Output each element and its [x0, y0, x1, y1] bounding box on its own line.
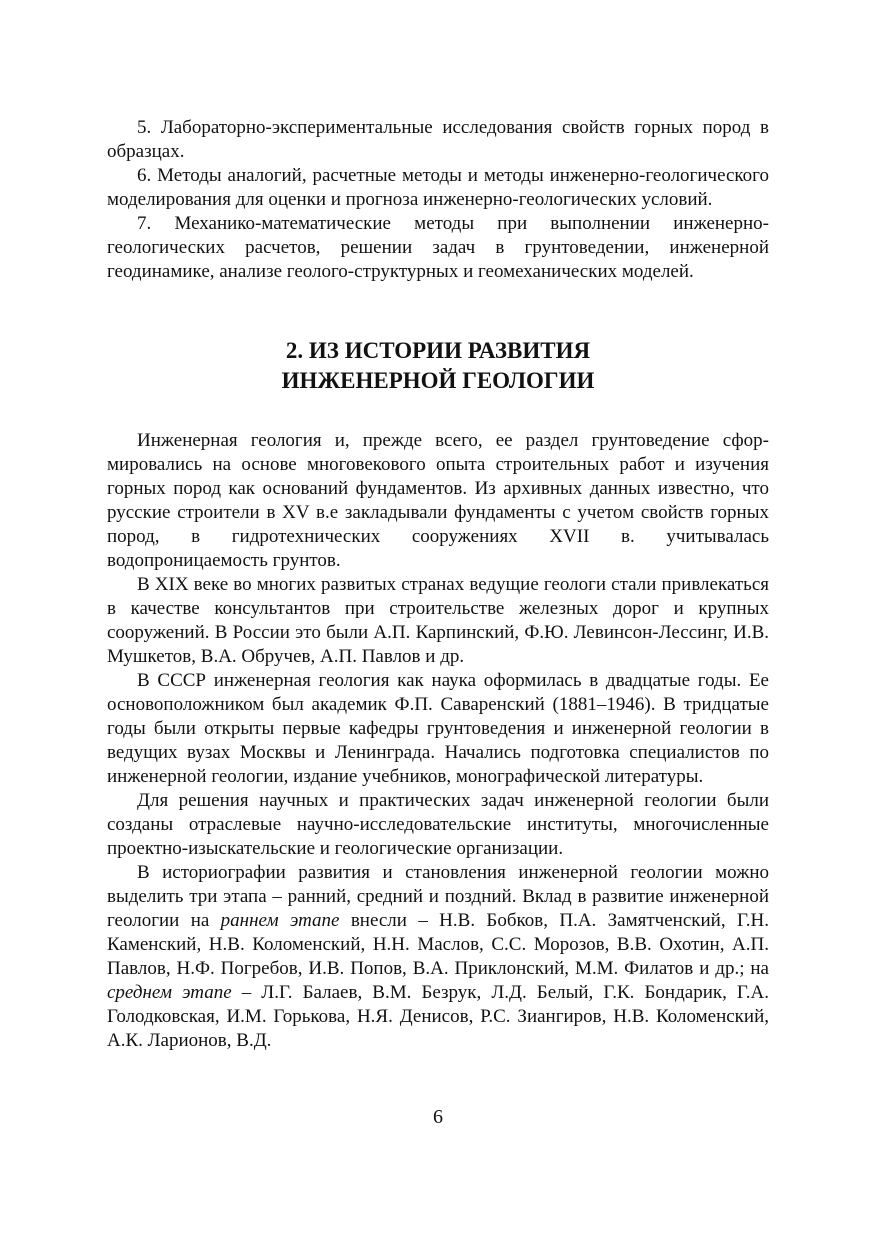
- text-run: внесли – Н.В. Бобков, П.А. Замятченский, Г.Н. Каменский, Н.В. Коломенский, Н.Н. Маслов, С.С. Морозов, В.В. Охотин, А.П. Павлов, Н.Ф. Погребов, И.В. Попов, В.А. Приклонский, М.М. Филатов и др.; на: [107, 910, 769, 979]
- section-title-line1: 2. ИЗ ИСТОРИИ РАЗВИТИЯ: [285, 338, 591, 363]
- emphasis-early-stage: раннем этапе: [220, 910, 340, 931]
- page-content: [107, 116, 769, 1053]
- paragraph: В XIX веке во многих развитых странах ведущие геологи стали привлекаться в качестве консультантов при строительстве железных дорог и крупных сооружений. В России это были А.П. Карпинский, Ф.Ю. Левинсон-Лессинг, И.В. Мушкетов, В.А. Обручев, А.П. Павлов и др.: [107, 574, 769, 667]
- list-item: 5. Лабораторно-экспериментальные исследования свойств горных пород в образцах.: [107, 117, 769, 162]
- paragraph: Для решения научных и практических задач инженерной геологии были созданы отраслевые научно-исследовательские институты, многочисленные проектно-изыскательские и геологические организации.: [107, 790, 769, 859]
- page-number: 6: [433, 1106, 443, 1128]
- paragraph-historiography: [107, 861, 769, 1053]
- text-run: В историографии развития и становления инженерной геологии можно выделить три этапа – ранний, средний и поздний. Вклад в развитие инженерной геологии на: [107, 862, 769, 931]
- emphasis-middle-stage: среднем этапе: [107, 982, 232, 1003]
- list-item: 6. Методы аналогий, расчетные методы и методы инженерно-геологического моделирования для оценки и прогноза инженерно-геологических условий.: [107, 165, 769, 210]
- section-title: [107, 336, 769, 396]
- paragraph: Инженерная геология и, прежде всего, ее раздел грунтоведение сформировались на основе многовекового опыта строительных работ и изучения горных пород как оснований фундаментов. Из архивных данных известно, что русские строители в XV в.е закладывали фундаменты с учетом свойств горных пород, в гидротехнических сооружениях XVII в. учитывалась водопроницаемость грунтов.: [107, 430, 769, 571]
- text-run: – Л.Г. Балаев, В.М. Безрук, Л.Д. Белый, Г.К. Бондарик, Г.А. Голодковская, И.М. Горькова, Н.Я. Денисов, Р.С. Зиангиров, Н.В. Коломенский, А.К. Ларионов, В.Д.: [107, 982, 769, 1051]
- paragraph: В СССР инженерная геология как наука оформилась в двадцатые годы. Ее основоположником был академик Ф.П. Саваренский (1881–1946). В тридцатые годы были открыты первые кафедры грунтоведения и инженерной геологии в ведущих вузах Москвы и Ленинграда. Начались подготовка специалистов по инженерной геологии, издание учебников, монографической литературы.: [107, 670, 769, 787]
- section-title-line2: ИНЖЕНЕРНОЙ ГЕОЛОГИИ: [281, 368, 595, 393]
- methods-list: [107, 116, 769, 284]
- list-item: 7. Механико-математические методы при выполнении инженерно-геологических расчетов, решении задач в грунтоведении, инженерной геодинамике, анализе геолого-структурных и геомеханических моделей.: [107, 213, 769, 282]
